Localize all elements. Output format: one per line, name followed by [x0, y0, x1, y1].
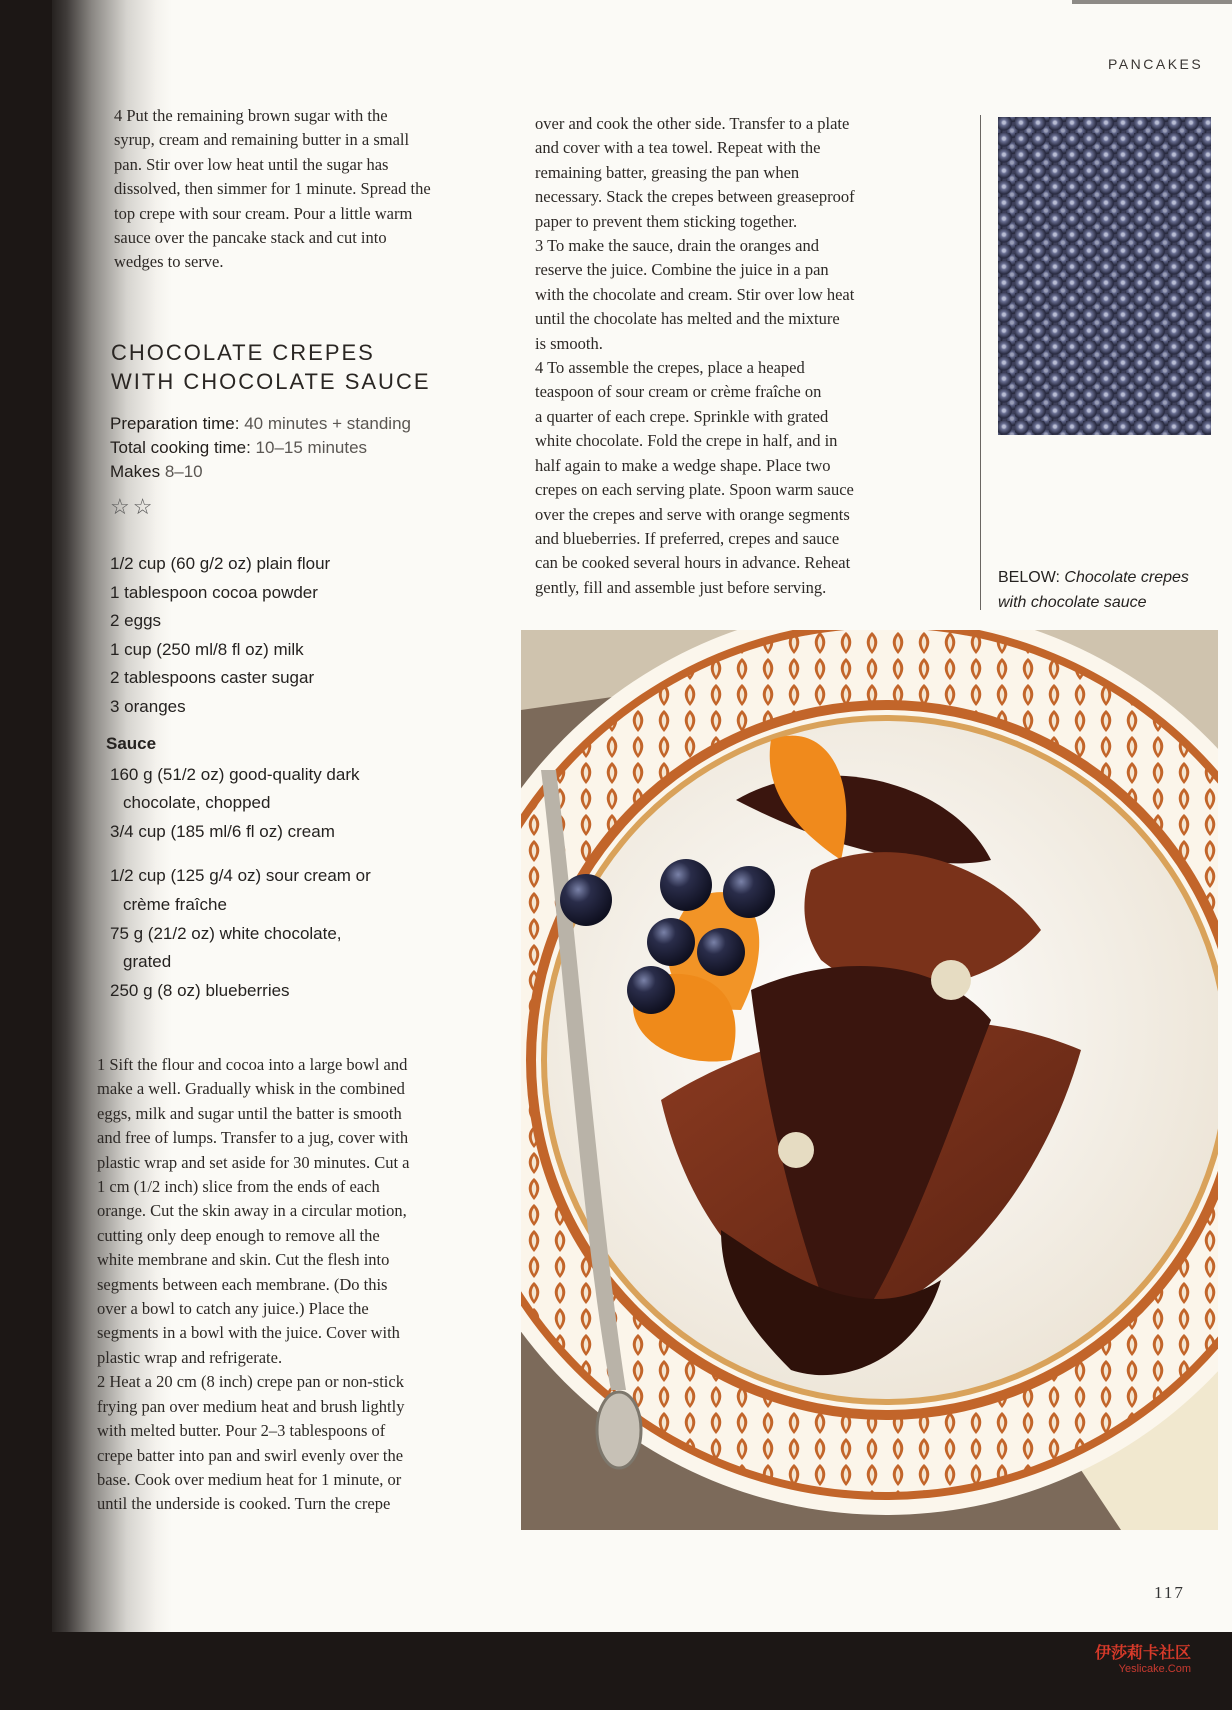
method-line: sauce over the pancake stack and cut into — [114, 228, 387, 248]
sauce-ingredient-chocolate-cont: chocolate, chopped — [123, 793, 271, 813]
caption-line-1 — [998, 565, 1189, 590]
sauce-ingredient-cream: 3/4 cup (185 ml/6 fl oz) cream — [110, 821, 335, 841]
difficulty-stars-icon: ☆☆ — [110, 494, 156, 519]
caption-text-2: with chocolate sauce — [998, 594, 1147, 611]
method-line: crepes on each serving plate. Spoon warm sauce — [535, 480, 854, 500]
cook-time — [110, 436, 411, 460]
watermark-cn: 伊莎莉卡社区 — [1095, 1645, 1192, 1662]
ingredient-item: 3 oranges — [110, 696, 186, 716]
ingredient-item: 1 cup (250 ml/8 fl oz) milk — [110, 639, 304, 659]
recipe-title-line-2: WITH CHOCOLATE SAUCE — [111, 369, 431, 394]
ingredient-blueberries: 250 g (8 oz) blueberries — [110, 980, 290, 1000]
running-head: PANCAKES — [1108, 56, 1204, 72]
prep-time — [110, 412, 411, 436]
method-line: crepe batter into pan and swirl evenly over the — [97, 1445, 404, 1465]
method-line: segments in a bowl with the juice. Cover with — [97, 1323, 400, 1343]
method-line: with the chocolate and cream. Stir over low heat — [535, 284, 855, 304]
caption-text-1: Chocolate crepes — [1064, 569, 1189, 586]
recipe-title — [111, 338, 431, 396]
method-line: necessary. Stack the crepes between greaseproof — [535, 187, 855, 207]
method-line: make a well. Gradually whisk in the combined — [97, 1079, 405, 1099]
method-steps-2-4 — [535, 112, 945, 600]
method-line: 4 Put the remaining brown sugar with the — [114, 106, 388, 125]
makes-value: 8–10 — [164, 462, 203, 481]
method-line: until the chocolate has melted and the mixture — [535, 309, 840, 329]
method-steps-1-2 — [97, 1053, 507, 1517]
method-line: 3 To make the sauce, drain the oranges and — [535, 236, 819, 256]
chocolate-crepes-photo — [521, 630, 1218, 1530]
sauce-heading: Sauce — [106, 733, 157, 753]
method-continued — [114, 104, 502, 275]
method-line: teaspoon of sour cream or crème fraîche on — [535, 382, 822, 402]
method-line: and free of lumps. Transfer to a jug, cover with — [97, 1128, 409, 1148]
method-line: and cover with a tea towel. Repeat with the — [535, 138, 821, 158]
page-number: 117 — [1154, 1583, 1185, 1602]
ingredient-item: 1/2 cup (60 g/2 oz) plain flour — [110, 554, 331, 573]
method-line: plastic wrap and set aside for 30 minutes. Cut a — [97, 1152, 410, 1172]
method-line: pan. Stir over low heat until the sugar has — [114, 154, 389, 174]
method-line: frying pan over medium heat and brush lightly — [97, 1396, 405, 1416]
sauce-ingredient-chocolate: 160 g (51/2 oz) good-quality dark — [110, 764, 360, 784]
ingredient-sour-cream: 1/2 cup (125 g/4 oz) sour cream or — [110, 866, 371, 886]
method-line: gently, fill and assemble just before serving. — [535, 577, 827, 597]
caption-line-2 — [998, 590, 1189, 615]
ingredient-item: 1 tablespoon cocoa powder — [110, 582, 318, 602]
method-line: orange. Cut the skin away in a circular motion, — [97, 1201, 407, 1221]
recipe-title-line-1: CHOCOLATE CREPES — [111, 340, 375, 365]
prep-time-label: Preparation time: — [110, 414, 240, 433]
method-line: plastic wrap and refrigerate. — [97, 1347, 283, 1367]
recipe-meta — [110, 412, 411, 484]
ingredient-sour-cream-cont: crème fraîche — [123, 894, 227, 914]
method-line: remaining batter, greasing the pan when — [535, 162, 800, 182]
prep-time-value: 40 minutes + standing — [244, 414, 411, 433]
cook-time-label: Total cooking time: — [110, 438, 251, 457]
method-line: dissolved, then simmer for 1 minute. Spread the — [114, 179, 431, 199]
method-line: over a bowl to catch any juice.) Place the — [97, 1299, 369, 1319]
method-line: 2 Heat a 20 cm (8 inch) crepe pan or non-stick — [97, 1372, 404, 1392]
ingredient-item: 2 eggs — [110, 611, 162, 631]
makes-label: Makes — [110, 462, 161, 481]
method-line: 4 To assemble the crepes, place a heaped — [535, 358, 805, 378]
method-line: reserve the juice. Combine the juice in a pan — [535, 260, 829, 280]
caption-prefix: BELOW: — [998, 569, 1060, 586]
ingredient-item: 2 tablespoons caster sugar — [110, 668, 315, 688]
method-line: 1 cm (1/2 inch) slice from the ends of each — [97, 1177, 380, 1197]
method-line: paper to prevent them sticking together. — [535, 211, 798, 231]
photo-caption — [998, 565, 1189, 615]
watermark-en: Yeslicake.Com — [1118, 1663, 1192, 1675]
method-line: a quarter of each crepe. Sprinkle with grated — [535, 406, 829, 426]
top-edge-rule — [1072, 0, 1232, 4]
method-line: over the crepes and serve with orange segments — [535, 504, 850, 524]
site-watermark — [1095, 1640, 1191, 1675]
method-line: with melted butter. Pour 2–3 tablespoons of — [97, 1421, 386, 1441]
method-line: syrup, cream and remaining butter in a small — [114, 130, 410, 150]
column-divider — [980, 115, 981, 610]
method-line: half again to make a wedge shape. Place two — [535, 455, 831, 475]
method-line: can be cooked several hours in advance. Reheat — [535, 553, 851, 573]
method-line: base. Cook over medium heat for 1 minute, or — [97, 1469, 402, 1489]
method-line: 1 Sift the flour and cocoa into a large bowl and — [97, 1055, 408, 1074]
method-line: is smooth. — [535, 333, 603, 353]
method-line: until the underside is cooked. Turn the crepe — [97, 1494, 391, 1514]
method-line: and blueberries. If preferred, crepes and sauce — [535, 528, 840, 548]
ingredient-list — [106, 550, 371, 1005]
method-line: white chocolate. Fold the crepe in half, and in — [535, 431, 838, 451]
method-line: wedges to serve. — [114, 252, 224, 272]
makes — [110, 460, 411, 484]
method-line: over and cook the other side. Transfer to a plate — [535, 114, 850, 133]
plated-crepes-illustration — [521, 630, 1218, 1530]
method-line: segments between each membrane. (Do this — [97, 1274, 388, 1294]
cook-time-value: 10–15 minutes — [255, 438, 368, 457]
ingredient-white-chocolate-cont: grated — [123, 952, 172, 972]
ingredient-gap — [110, 846, 371, 862]
ingredient-white-chocolate: 75 g (21/2 oz) white chocolate, — [110, 923, 342, 943]
blueberries-photo — [998, 117, 1211, 435]
method-line: top crepe with sour cream. Pour a little warm — [114, 203, 413, 223]
method-line: eggs, milk and sugar until the batter is smooth — [97, 1103, 402, 1123]
method-line: white membrane and skin. Cut the flesh into — [97, 1250, 390, 1270]
method-line: cutting only deep enough to remove all the — [97, 1225, 380, 1245]
